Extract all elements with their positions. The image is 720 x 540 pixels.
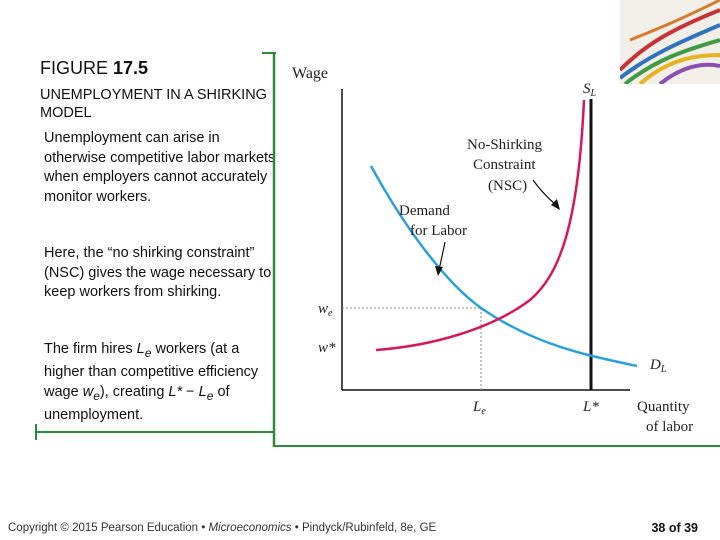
- tick-Lstar: L*: [583, 399, 599, 415]
- footer-book: Microeconomics: [208, 522, 292, 534]
- p3-text-d: of unemployment.: [44, 383, 230, 424]
- figure-title: UNEMPLOYMENT IN A SHIRKING MODEL: [40, 87, 267, 121]
- nsc-arrowhead: [551, 199, 560, 210]
- p3-e-sub3: e: [206, 388, 214, 403]
- nsc-annotation-line1: No-Shirking: [467, 137, 542, 153]
- p3-w: w: [82, 383, 94, 400]
- paragraph-2: Here, the “no shirking constraint” (NSC) gives the wage necessary to keep workers from shirking.: [44, 245, 272, 300]
- p3-text-a: The firm hires: [44, 341, 137, 357]
- x-axis-label-line1: Quantity: [637, 399, 690, 415]
- p3-L2: L: [198, 383, 207, 400]
- tick-Le: $L_e$: [473, 399, 486, 417]
- tick-wstar: w*: [318, 340, 336, 356]
- footer-rest: • Pindyck/Rubinfeld, 8e, GE: [291, 522, 437, 534]
- nsc-annotation-line2: Constraint: [473, 157, 536, 173]
- nsc-annotation-line3: (NSC): [488, 178, 528, 194]
- figure-word: FIGURE: [40, 58, 109, 78]
- figure-number: 17.5: [113, 58, 149, 78]
- page-number: 38 of 39: [651, 521, 698, 535]
- demand-curve: [371, 166, 637, 366]
- p3-L: L: [136, 341, 145, 357]
- x-axis-label-line2: of labor: [646, 419, 694, 435]
- demand-label: $D_L$: [650, 357, 667, 375]
- paragraph-1: Unemployment can arise in otherwise competitive labor markets when employers cannot accurately monitor workers.: [44, 130, 276, 205]
- p3-text-b: workers (at a higher than competitive efficiency wage: [44, 341, 259, 400]
- y-axis-label: Wage: [292, 65, 329, 82]
- footer: [8, 522, 436, 534]
- p3-text-c: ), creating: [99, 383, 169, 400]
- nsc-arrow: [533, 180, 556, 205]
- tick-we: $w_e$: [318, 301, 333, 319]
- supply-label: $S_L$: [583, 81, 597, 99]
- p3-e-sub2: e: [93, 388, 100, 403]
- demand-annotation-line2: for Labor: [410, 223, 468, 239]
- p3-e-sub: e: [144, 345, 152, 360]
- demand-arrow: [439, 242, 445, 270]
- demand-annotation-line1: Demand: [399, 203, 450, 219]
- p3-minus: −: [182, 383, 199, 400]
- footer-copyright: Copyright © 2015 Pearson Education •: [8, 522, 209, 534]
- p3-Lstar: L*: [168, 383, 183, 400]
